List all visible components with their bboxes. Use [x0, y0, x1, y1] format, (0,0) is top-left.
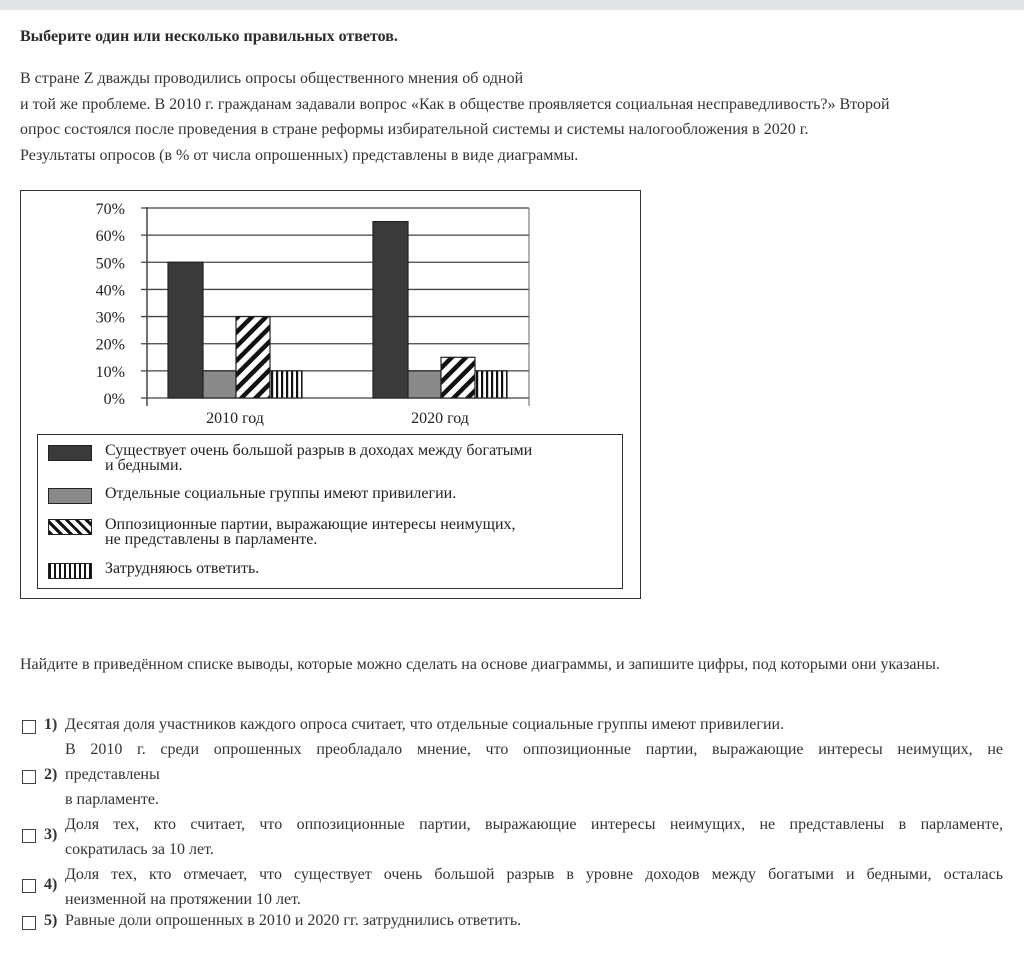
svg-text:10%: 10%	[95, 363, 125, 381]
task-instruction: Выберите один или несколько правильных ответов.	[20, 28, 398, 45]
option-number: 1)	[44, 716, 58, 733]
bar	[203, 371, 236, 398]
svg-text:70%: 70%	[95, 201, 125, 218]
svg-text:0%: 0%	[103, 391, 125, 408]
legend-item-income-gap	[48, 443, 615, 473]
answer-option-5[interactable]	[22, 912, 1004, 941]
swatch-dark-icon	[48, 445, 92, 461]
checkbox-option-3[interactable]	[22, 829, 36, 843]
intro-line: и той же проблеме. В 2010 г. гражданам задавали вопрос «Как в обществе проявляется социальная несправедливость?» Второй	[20, 95, 890, 113]
option-number: 4)	[44, 876, 58, 893]
svg-text:2020 год: 2020 год	[411, 410, 469, 427]
answer-option-3[interactable]	[22, 816, 1004, 866]
checkbox-option-4[interactable]	[22, 879, 36, 893]
svg-text:30%: 30%	[95, 309, 125, 327]
option-text: Десятая доля участников каждого опроса считает, что отдельные социальные группы имеют привилегии.	[65, 716, 785, 733]
svg-text:40%: 40%	[95, 282, 125, 300]
y-axis-ticks	[96, 201, 125, 408]
top-bar	[0, 0, 1024, 10]
option-text: Доля тех, кто считает, что оппозиционные партии, выражающие интересы неимущих, не представлены в парламенте, сократилась за 10 лет.	[65, 816, 1003, 858]
option-text: В 2010 г. среди опрошенных преобладало мнение, что оппозиционные партии, выражающие интересы неимущих, не представлены в парламенте.	[65, 741, 1003, 808]
intro-text	[20, 66, 1010, 168]
legend-label: Затрудняюсь ответить.	[105, 560, 260, 577]
legend-label: Существует очень большой разрыв в доходах между богатыми и бедными.	[105, 442, 533, 474]
legend-item-opposition	[48, 517, 615, 547]
chart-bars	[168, 222, 507, 398]
bar	[373, 222, 408, 398]
intro-line: Результаты опросов (в % от числа опрошенных) представлены в виде диаграммы.	[20, 146, 579, 164]
intro-line: В стране Z дважды проводились опросы общественного мнения об одной	[20, 70, 524, 87]
option-text: Доля тех, кто отмечает, что существует очень большой разрыв в уровне доходов между богатыми и бедными, осталась неизменной на протяжении 10 лет.	[65, 866, 1003, 908]
chart-figure	[20, 190, 641, 599]
checkbox-option-2[interactable]	[22, 770, 36, 784]
legend-item-undecided	[48, 561, 615, 579]
svg-text:20%: 20%	[95, 336, 125, 354]
option-number: 2)	[44, 766, 58, 783]
option-number: 5)	[44, 912, 58, 929]
svg-text:60%: 60%	[95, 228, 125, 246]
option-text: Равные доли опрошенных в 2010 и 2020 гг. затруднились ответить.	[65, 912, 522, 929]
bar	[475, 371, 507, 398]
bar	[408, 371, 441, 398]
bar	[270, 371, 302, 398]
checkbox-option-1[interactable]	[22, 720, 36, 734]
bar	[441, 357, 475, 398]
legend-label: Отдельные социальные группы имеют привилегии.	[105, 485, 457, 502]
legend-label: Оппозиционные партии, выражающие интересы неимущих, не представлены в парламенте.	[105, 516, 516, 548]
svg-text:50%: 50%	[95, 255, 125, 273]
svg-text:2010 год: 2010 год	[206, 410, 264, 427]
swatch-vertical-hatch-icon	[48, 563, 92, 579]
intro-line: опрос состоялся после проведения в стране реформы избирательной системы и системы налогообложения в 2020 г.	[20, 121, 809, 138]
option-number: 3)	[44, 826, 58, 843]
swatch-gray-icon	[48, 488, 92, 504]
answer-option-2[interactable]	[22, 741, 1004, 816]
x-axis-labels	[206, 410, 469, 427]
bar-chart	[21, 191, 642, 431]
checkbox-option-5[interactable]	[22, 916, 36, 930]
legend-item-privileges	[48, 486, 615, 504]
bar	[168, 262, 203, 398]
bar	[236, 317, 270, 398]
swatch-diagonal-hatch-icon	[48, 519, 92, 535]
question-text: Найдите в приведённом списке выводы, которые можно сделать на основе диаграммы, и запишите цифры, под которыми они указаны.	[20, 656, 940, 673]
chart-legend	[37, 434, 623, 589]
